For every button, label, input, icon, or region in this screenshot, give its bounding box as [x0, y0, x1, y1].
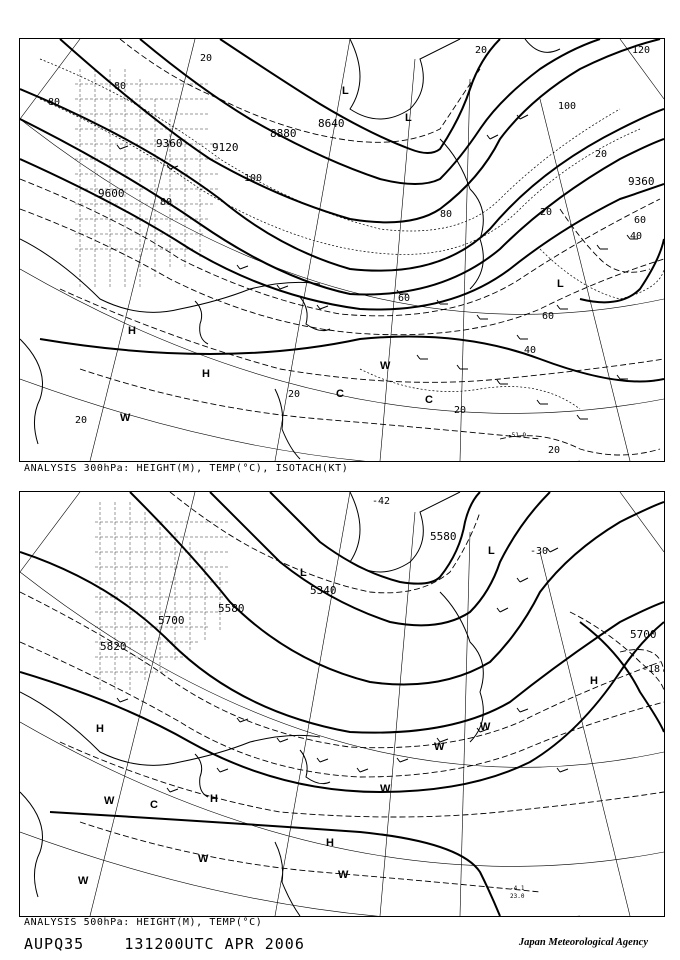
system-label: W: [380, 783, 391, 795]
analysis-500hpa-chart: [19, 491, 665, 917]
system-label: C: [425, 394, 433, 406]
system-label: L: [488, 545, 495, 557]
isotach-label: 60: [542, 311, 555, 322]
height-label-9120: 9120: [212, 141, 239, 154]
system-label: C: [336, 388, 344, 400]
system-label: W: [434, 741, 445, 753]
isotach-label: 120: [632, 45, 651, 56]
map-300hpa: [20, 39, 664, 461]
height-label-5340: 5340: [310, 584, 337, 597]
caption-500hpa: ANALYSIS 500hPa: HEIGHT(M), TEMP(°C): [24, 917, 263, 928]
isotach-label: 80: [160, 197, 173, 208]
height-label-5580-west: 5580: [218, 602, 245, 615]
isotach-label: 100: [558, 101, 577, 112]
temperature-label: -51.9: [508, 432, 527, 439]
isotach-label: 20: [288, 389, 301, 400]
system-label: L: [300, 567, 307, 579]
station-value: -4.1: [510, 885, 525, 892]
system-label: W: [380, 360, 391, 372]
isotach-label: 20: [595, 149, 608, 160]
system-label: L: [405, 112, 412, 124]
isotach-label: 20: [454, 405, 467, 416]
system-label: L: [342, 85, 349, 97]
system-label: H: [202, 368, 210, 380]
system-label: W: [480, 721, 491, 733]
system-label: W: [78, 875, 89, 887]
temp-label: -30: [530, 546, 549, 557]
system-label: H: [326, 837, 334, 849]
system-label: H: [590, 675, 598, 687]
isotach-label: 20: [475, 45, 488, 56]
isotach-label: 60: [398, 293, 411, 304]
isotach-label: 80: [440, 209, 453, 220]
system-label: W: [338, 869, 349, 881]
height-label-9360-west: 9360: [156, 137, 183, 150]
system-label: H: [210, 793, 218, 805]
analysis-300hpa-chart: [19, 38, 665, 462]
caption-300hpa: ANALYSIS 300hPa: HEIGHT(M), TEMP(°C), ISOTACH(KT): [24, 463, 349, 474]
isotach-label: 20: [200, 53, 213, 64]
height-label-5580-north: 5580: [430, 530, 457, 543]
product-code: AUPQ35: [24, 935, 85, 953]
isotach-label: 80: [114, 81, 127, 92]
system-label: H: [128, 325, 136, 337]
isotach-label: 60: [634, 215, 647, 226]
height-label-5700-east: 5700: [630, 628, 657, 641]
height-label-8640: 8640: [318, 117, 345, 130]
system-label: C: [150, 799, 158, 811]
wind-barbs-300: [117, 115, 638, 419]
isotach-label: 20: [75, 415, 88, 426]
system-label: W: [104, 795, 115, 807]
graticule-500: [20, 492, 664, 916]
temp-label: -42: [372, 496, 391, 507]
system-label: W: [120, 412, 131, 424]
analysis-datetime: 131200UTC APR 2006: [124, 935, 305, 953]
height-label-9360-east: 9360: [628, 175, 655, 188]
system-label: W: [198, 853, 209, 865]
wind-barbs-500: [117, 548, 568, 792]
height-contours-500: [20, 492, 664, 916]
height-label-5700: 5700: [158, 614, 185, 627]
height-label-9600: 9600: [98, 187, 125, 200]
temp-label: -18: [642, 664, 661, 675]
agency-name: Japan Meteorological Agency: [518, 937, 648, 948]
hatched-region-300: [75, 69, 220, 289]
isotach-label: 40: [630, 231, 643, 242]
isotach-label: 20: [540, 207, 553, 218]
coastline-500: [20, 492, 483, 916]
isotach-label: 100: [244, 173, 263, 184]
station-value: 23.0: [510, 893, 525, 900]
system-label: H: [96, 723, 104, 735]
height-label-8880: 8880: [270, 127, 297, 140]
isotach-label: 40: [524, 345, 537, 356]
product-code-line: [24, 935, 305, 953]
height-label-5820: 5820: [100, 640, 127, 653]
isotach-label: 20: [548, 445, 561, 456]
system-label: L: [557, 278, 564, 290]
map-500hpa: [20, 492, 664, 916]
isotach-label: 80: [48, 97, 61, 108]
